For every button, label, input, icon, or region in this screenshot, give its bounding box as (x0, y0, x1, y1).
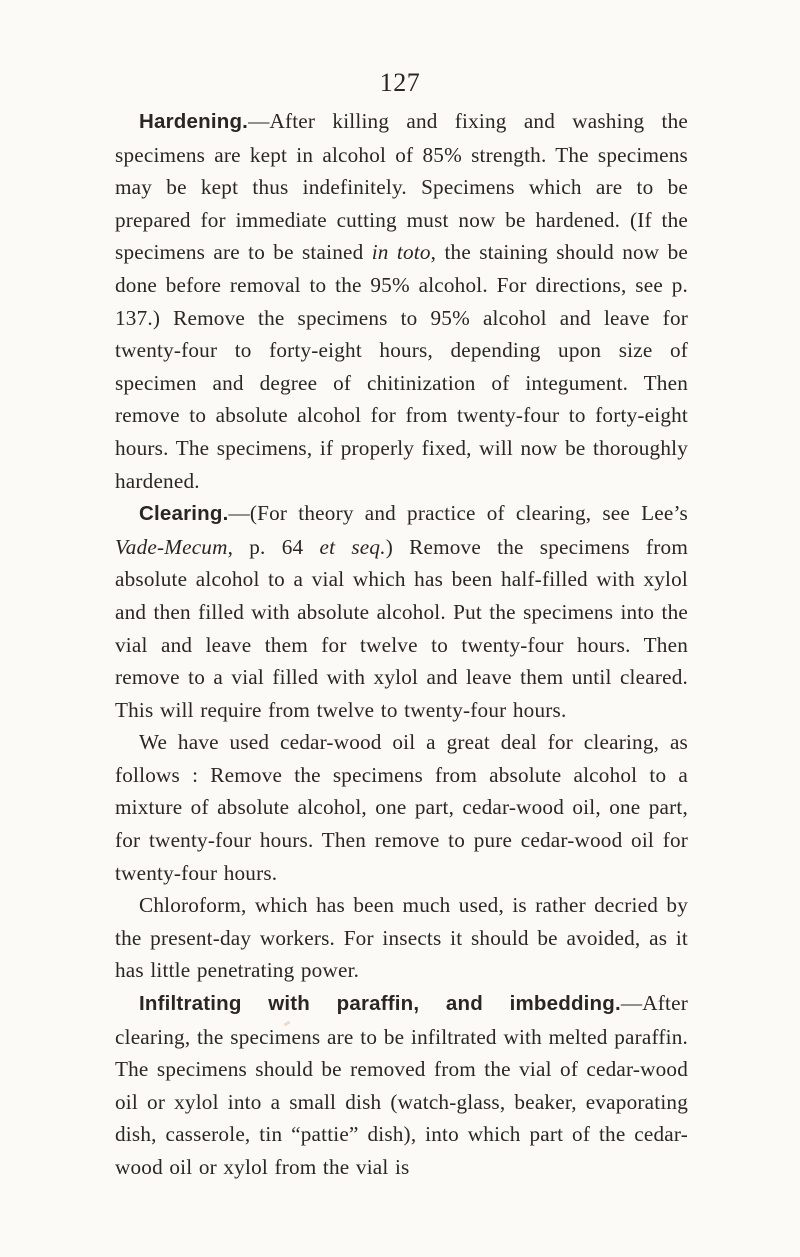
section-heading-infiltrating: Infiltrating with paraffin, and imbedding. (139, 992, 621, 1016)
text-segment: Chloroform, which has been much used, is rather decried by the present-day workers. For insects it should be avoided, as it has little penetrating power. (115, 893, 688, 983)
section-heading-clearing: Clearing. (139, 502, 229, 526)
italic-term: in toto (371, 240, 431, 265)
text-segment: ) Remove the specimens from absolute alcohol to a vial which has been half-filled with xylol and then filled with absolute alcohol. Put the specimens into the vial and leave them for twelve to twenty-four hours. Then remove to a vial filled with xylol and leave them until cleared. This will require from twelve to twenty-four hours. (115, 534, 689, 722)
text-segment: —(For theory and practice of clearing, see Lee’s (228, 501, 688, 526)
page-number: 127 (379, 68, 421, 97)
paragraph-hardening (115, 105, 688, 497)
text-segment: —After killing and fixing and washing the specimens are kept in alcohol of 85% strength. The specimens may be kept thus indefinitely. Specimens which are to be prepared for immediate cutting must now be hardened. (If the specimens are to be stained (115, 109, 688, 265)
paragraph-cedar-wood-oil (115, 726, 688, 889)
text-segment: —After clearing, the specimens are to be infiltrated with melted paraffin. The specimens should be removed from the vial of cedar-wood oil or xylol into a small dish (watch-glass, beaker, evaporating dish, casserole, tin “pattie” dish), into which part of the cedar-wood oil or xylol from the vial is (115, 991, 688, 1179)
italic-term: et seq. (319, 534, 386, 559)
body-text (115, 105, 688, 1184)
text-segment: , the staining should now be done before removal to the 95% alcohol. For directions, see p. 137.) Remove the specimens to 95% alcohol and leave for twenty-four to forty-eight hours, depending upon size of specimen and degree of chitinization of integument. Then remove to absolute alcohol for from twenty-four to forty-eight hours. The specimens, if properly fixed, will now be thoroughly hardened. (115, 240, 689, 493)
text-segment: We have used cedar-wood oil a great deal for clearing, as follows : Remove the specimens from absolute alcohol to a mixture of absolute alcohol, one part, cedar-wood oil, one part, for twenty-four hours. Then remove to pure cedar-wood oil for twenty-four hours. (115, 730, 688, 885)
text-segment: , p. 64 (227, 534, 320, 559)
paragraph-clearing (115, 497, 688, 726)
section-heading-hardening: Hardening. (139, 110, 249, 133)
italic-book-title: Vade-Mecum (115, 534, 228, 559)
paragraph-infiltrating (115, 987, 688, 1184)
paragraph-chloroform (115, 889, 688, 987)
